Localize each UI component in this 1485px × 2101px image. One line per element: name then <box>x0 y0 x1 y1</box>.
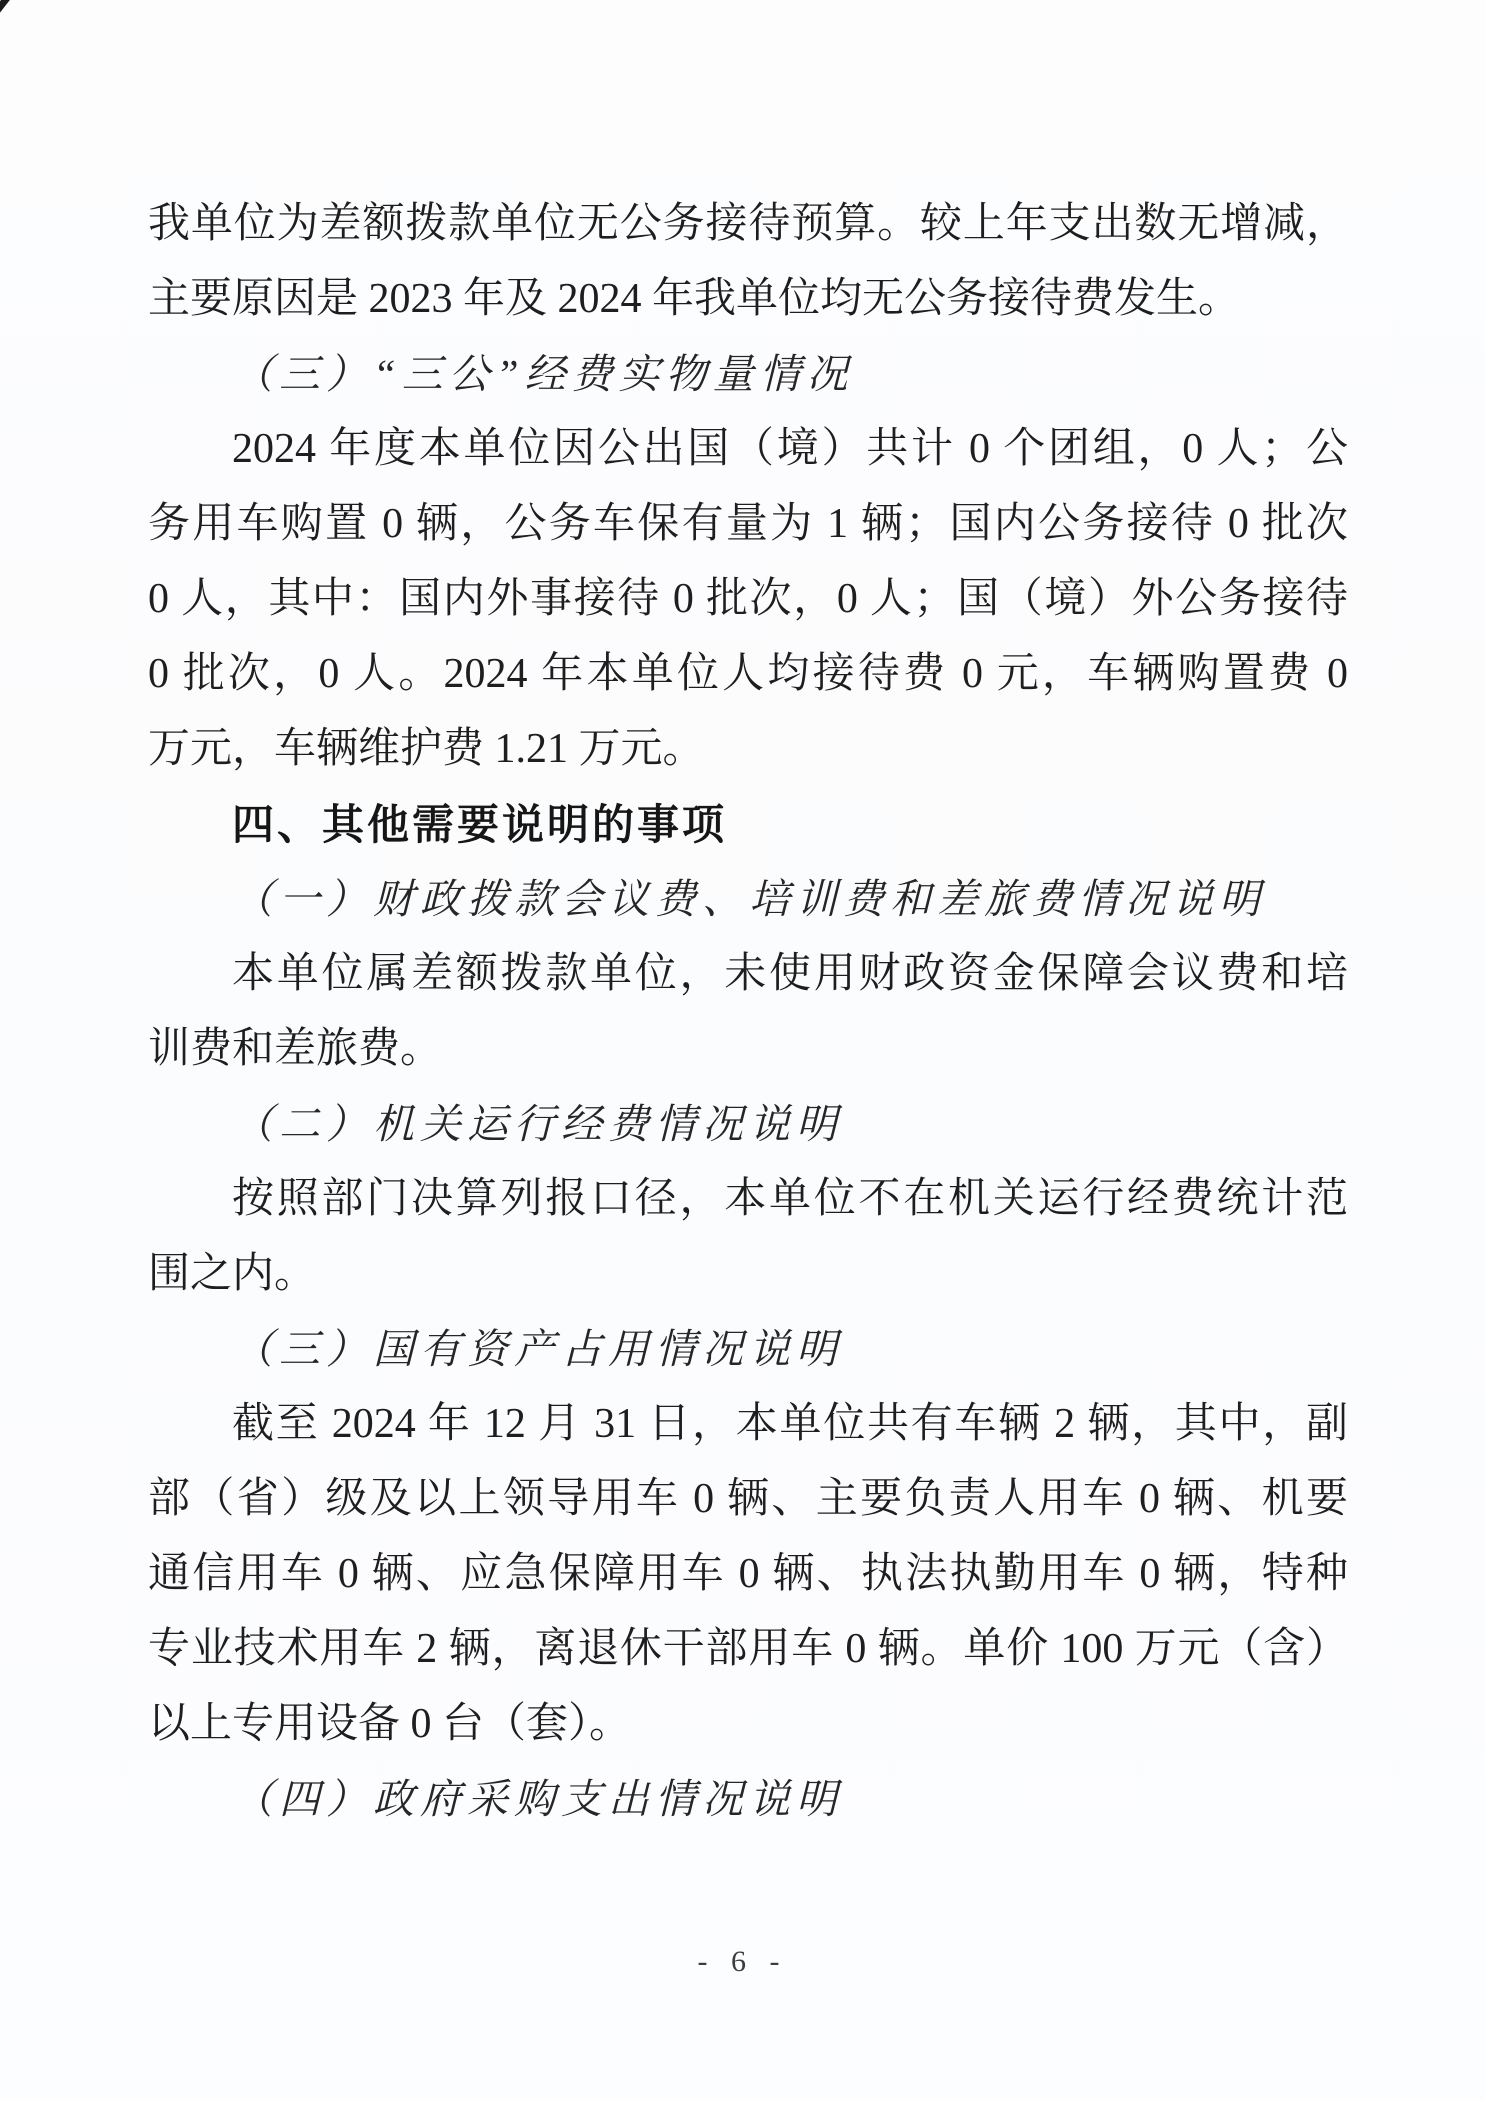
text-line: 务用车购置 0 辆，公务车保有量为 1 辆；国内公务接待 0 批次 <box>148 501 1348 547</box>
text-line: （三）“三公”经费实物量情况 <box>232 351 854 397</box>
text-line: （四）政府采购支出情况说明 <box>232 1776 843 1822</box>
scan-corner-artifact <box>0 0 11 16</box>
text-line: 专业技术用车 2 辆，离退休干部用车 0 辆。单价 100 万元（含） <box>148 1626 1348 1672</box>
text-line: 本单位属差额拨款单位，未使用财政资金保障会议费和培 <box>232 951 1348 997</box>
text-line: 训费和差旅费。 <box>148 1026 443 1072</box>
page-number: - 6 - <box>697 1945 788 1978</box>
text-line: 通信用车 0 辆、应急保障用车 0 辆、执法执勤用车 0 辆，特种 <box>148 1551 1348 1597</box>
text-line: （二）机关运行经费情况说明 <box>232 1101 843 1147</box>
text-line: 0 批次，0 人。2024 年本单位人均接待费 0 元，车辆购置费 0 <box>148 651 1348 697</box>
text-line: 0 人，其中：国内外事接待 0 批次，0 人；国（境）外公务接待 <box>148 576 1348 622</box>
text-line: 我单位为差额拨款单位无公务接待预算。较上年支出数无增减， <box>148 201 1348 247</box>
text-line: 部（省）级及以上领导用车 0 辆、主要负责人用车 0 辆、机要 <box>148 1476 1348 1522</box>
text-line: 按照部门决算列报口径，本单位不在机关运行经费统计范 <box>232 1176 1348 1222</box>
text-line: 主要原因是 2023 年及 2024 年我单位均无公务接待费发生。 <box>148 276 1241 322</box>
text-line: 万元，车辆维护费 1.21 万元。 <box>148 726 705 772</box>
text-line: 围之内。 <box>148 1251 317 1297</box>
text-line: 以上专用设备 0 台（套）。 <box>148 1701 632 1747</box>
text-line: 四、其他需要说明的事项 <box>232 800 728 849</box>
text-line: （一）财政拨款会议费、培训费和差旅费情况说明 <box>232 876 1266 922</box>
text-line: （三）国有资产占用情况说明 <box>232 1326 843 1372</box>
document-text-block <box>148 187 1348 1837</box>
text-line: 截至 2024 年 12 月 31 日，本单位共有车辆 2 辆，其中，副 <box>232 1401 1348 1447</box>
text-line: 2024 年度本单位因公出国（境）共计 0 个团组，0 人；公 <box>232 426 1348 472</box>
